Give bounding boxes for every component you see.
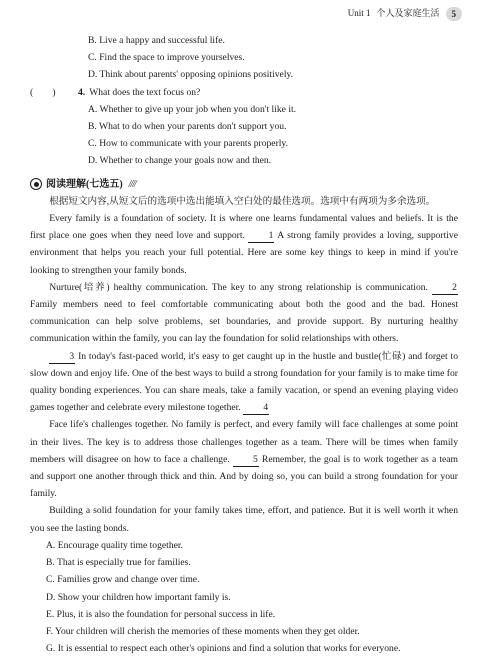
question-number: 4. [78, 86, 86, 98]
question-text: What does the text focus on? [89, 86, 201, 98]
choice-G: G. It is essential to respect each other's opinions and find a solution that works for everyone. [46, 643, 401, 655]
option-line: C. Find the space to improve yourselves. [88, 52, 245, 64]
option-line: B. What to do when your parents don't support you. [88, 121, 287, 133]
passage-paragraph: 3 In today's fast-paced world, it's easy to get caught up in the hustle and bustle(忙碌) and forget to slow down and enjoy life. One of the best ways to build a strong foundation for your family is to make time for quality bonding experiences. You can share meals, take a family vacation, or spend an evening playing video games together and celebrate every milestone together. 4 [30, 350, 458, 414]
blank-5[interactable]: 5 [233, 454, 259, 467]
option-line: A. Whether to give up your job when you don't like it. [88, 103, 297, 115]
blank-3[interactable]: 3 [49, 351, 75, 364]
choice-C: C. Families grow and change over time. [46, 574, 200, 586]
option-line: D. Think about parents' opposing opinions positively. [88, 69, 294, 81]
worksheet-content [30, 32, 458, 657]
choice-B: B. That is especially true for families. [46, 557, 191, 569]
choice-A: A. Encourage quality time together. [46, 539, 183, 551]
section-bullet-icon [30, 178, 42, 190]
instructions: 根据短文内容,从短文后的选项中选出能填入空白处的最佳选项。选项中有两项为多余选项。 [49, 195, 436, 207]
option-line: B. Live a happy and successful life. [88, 35, 225, 46]
unit-title: 个人及家庭生活 [376, 8, 440, 19]
question-4 [30, 84, 458, 101]
blank-1[interactable]: 1 [248, 230, 274, 243]
answer-bracket[interactable]: ( ) [30, 86, 56, 98]
passage-paragraph: Every family is a foundation of society. It is where one learns fundamental values and beliefs. It is the first place one goes when they need love and support. 1 A strong family provides a loving, supportive environment that helps you reach your full potential. Here are some key things to keep in mind if you're looking to strengthen your family bonds. [30, 213, 458, 276]
passage-paragraph: Building a solid foundation for your family takes time, effort, and patience. But it is well worth it when you see the lasting bonds. [30, 505, 458, 534]
page-header [348, 6, 462, 22]
unit-label: Unit 1 [347, 8, 371, 19]
passage-paragraph: Face life's challenges together. No family is perfect, and every family will face challenges at some point in their lives. The key is to address those challenges together as a team. There will be times when family members will disagree on how to face a challenge. 5 Remember, the goal is to work together as a team and support one another through thick and thin. And by doing so, you can build a strong foundation for your family. [30, 419, 458, 500]
section-decoration: //// [128, 178, 136, 190]
option-line: C. How to communicate with your parents properly. [88, 138, 289, 150]
blank-2[interactable]: 2 [432, 282, 458, 295]
choice-D: D. Show your children how important family is. [46, 591, 231, 603]
section-heading [30, 176, 458, 193]
blank-4[interactable]: 4 [243, 402, 269, 415]
passage-paragraph: Nurture(培养) healthy communication. The key to any strong relationship is communication. 2 Family members need to feel comfortable communicating about both the good and the bad. Honest communication can help solve problems, set boundaries, and provide support. By nurturing healthy communication within the family, you can lay the foundation for solid relationships with others. [30, 281, 458, 345]
section-title: 阅读理解(七选五) [46, 178, 123, 190]
option-line: D. Whether to change your goals now and then. [88, 155, 272, 167]
choice-E: E. Plus, it is also the foundation for personal success in life. [46, 608, 276, 620]
page-number-badge: 5 [446, 7, 463, 21]
choice-F: F. Your children will cherish the memories of these moments when they get older. [46, 625, 360, 637]
